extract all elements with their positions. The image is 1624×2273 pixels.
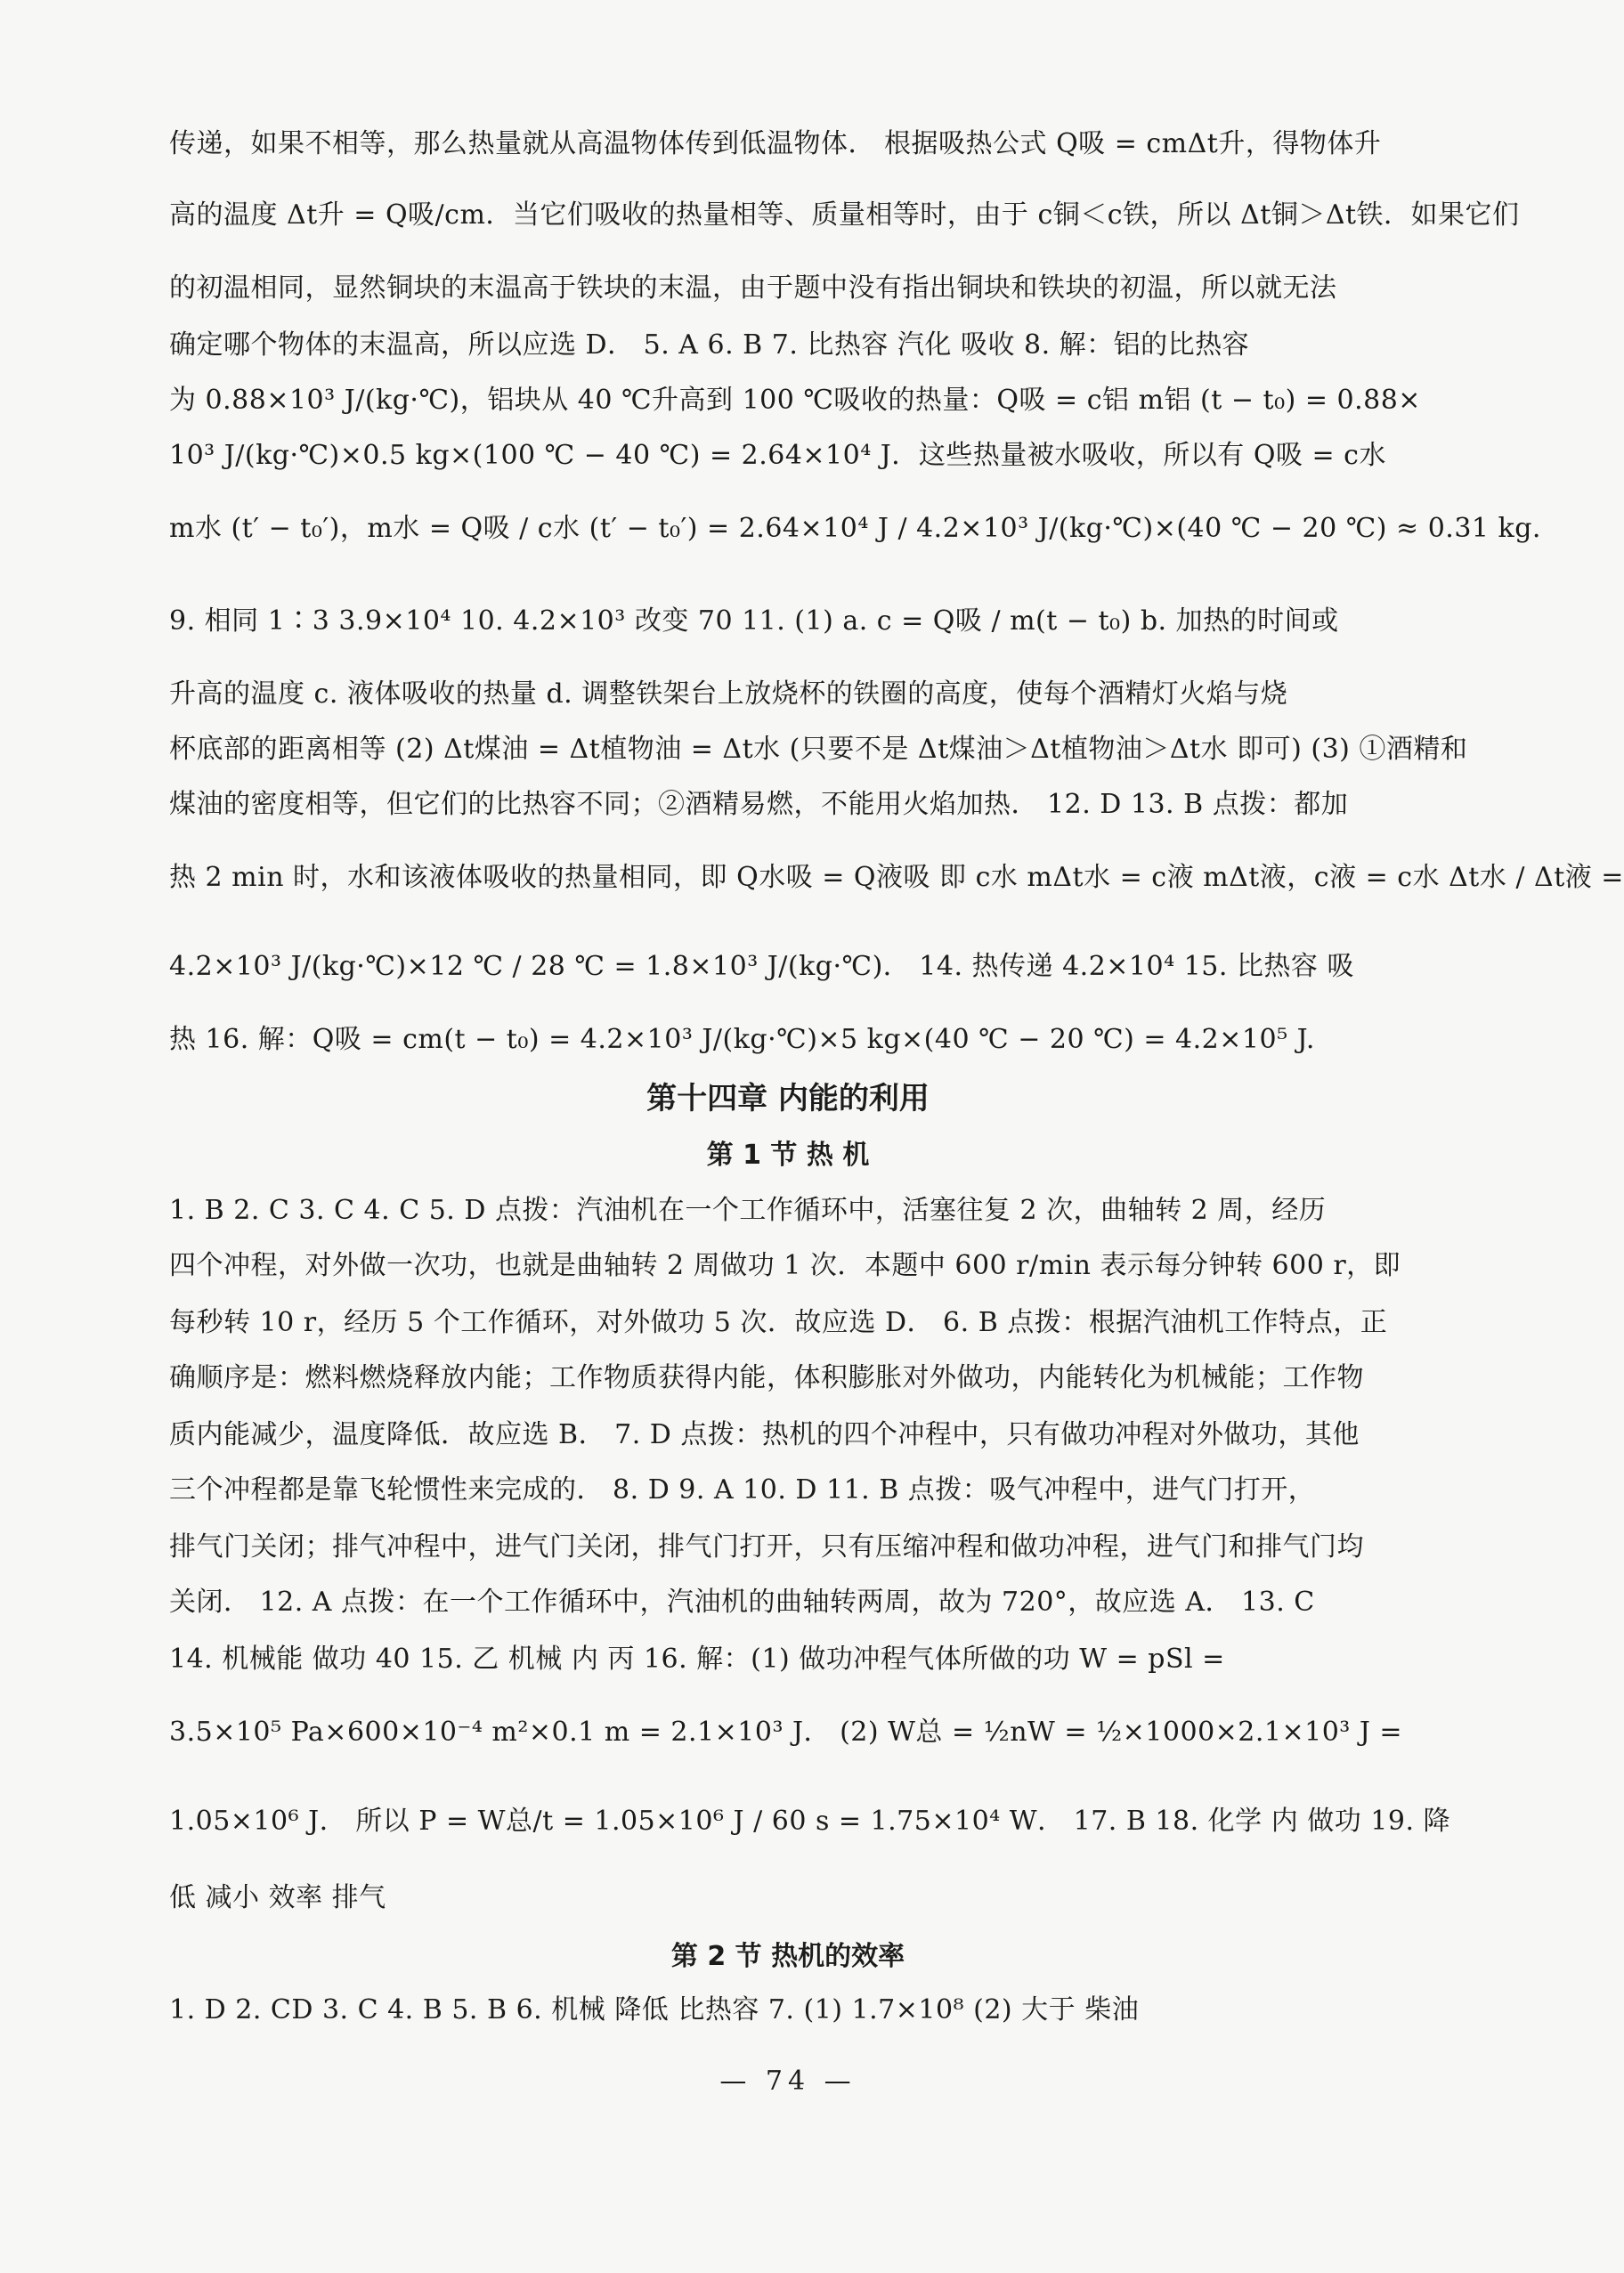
text-line: 升高的温度 c. 液体吸收的热量 d. 调整铁架台上放烧杯的铁圈的高度，使每个酒精灯火焰与烧 [169, 678, 1288, 710]
text-line: 1.05×10⁶ J． 所以 P = W总/t = 1.05×10⁶ J / 60 s = 1.75×10⁴ W． 17. B 18. 化学 内 做功 19. 降 [169, 1806, 1451, 1837]
page-number: — 74 — [719, 2066, 857, 2097]
text-line: 14. 机械能 做功 40 15. 乙 机械 内 丙 16. 解：(1) 做功冲程气体所做的功 W = pSl = [169, 1644, 1225, 1675]
text-line: 1. B 2. C 3. C 4. C 5. D 点拨：汽油机在一个工作循环中，活塞往复 2 次，曲轴转 2 周，经历 [169, 1195, 1327, 1226]
text-line: 热 2 min 时，水和该液体吸收的热量相同，即 Q水吸 = Q液吸 即 c水 mΔt水 = c液 mΔt液，c液 = c水 Δt水 / Δt液 = [169, 862, 1624, 893]
text-line: 高的温度 Δt升 = Q吸/cm．当它们吸收的热量相等、质量相等时，由于 c铜＜c铁，所以 Δt铜＞Δt铁．如果它们 [169, 199, 1520, 231]
text-line: 的初温相同，显然铜块的末温高于铁块的末温，由于题中没有指出铜块和铁块的初温，所以就无法 [169, 272, 1337, 304]
text-line: 10³ J/(kg·℃)×0.5 kg×(100 ℃ − 40 ℃) = 2.64×10⁴ J．这些热量被水吸收，所以有 Q吸 = c水 [169, 440, 1386, 471]
text-line: 9. 相同 1∶3 3.9×10⁴ 10. 4.2×10³ 改变 70 11. (1) a. c = Q吸 / m(t − t₀) b. 加热的时间或 [169, 605, 1339, 637]
text-line: 确定哪个物体的末温高，所以应选 D． 5. A 6. B 7. 比热容 汽化 吸收 8. 解：铝的比热容 [169, 329, 1250, 361]
text-line: 杯底部的距离相等 (2) Δt煤油 = Δt植物油 = Δt水 (只要不是 Δt煤油＞Δt植物油＞Δt水 即可) (3) ①酒精和 [169, 734, 1468, 765]
text-line: 排气门关闭；排气冲程中，进气门关闭，排气门打开，只有压缩冲程和做功冲程，进气门和排气门均 [169, 1531, 1364, 1563]
text-line: 为 0.88×10³ J/(kg·℃)，铝块从 40 ℃升高到 100 ℃吸收的热量：Q吸 = c铝 m铝 (t − t₀) = 0.88× [169, 385, 1421, 416]
section-title: 第 1 节 热 机 [706, 1140, 870, 1171]
text-line: 三个冲程都是靠飞轮惯性来完成的． 8. D 9. A 10. D 11. B 点拨：吸气冲程中，进气门打开， [169, 1474, 1316, 1506]
text-line: 每秒转 10 r，经历 5 个工作循环，对外做功 5 次．故应选 D． 6. B 点拨：根据汽油机工作特点，正 [169, 1307, 1388, 1338]
text-line: 确顺序是：燃料燃烧释放内能；工作物质获得内能，体积膨胀对外做功，内能转化为机械能；工作物 [169, 1362, 1364, 1393]
text-line: 4.2×10³ J/(kg·℃)×12 ℃ / 28 ℃ = 1.8×10³ J/(kg·℃)． 14. 热传递 4.2×10⁴ 15. 比热容 吸 [169, 951, 1354, 982]
text-line: 低 减小 效率 排气 [169, 1882, 386, 1913]
text-line: 质内能减少，温度降低．故应选 B． 7. D 点拨：热机的四个冲程中，只有做功冲程对外做功，其他 [169, 1419, 1360, 1450]
section-title: 第 2 节 热机的效率 [670, 1941, 905, 1972]
text-line: 煤油的密度相等，但它们的比热容不同；②酒精易燃，不能用火焰加热． 12. D 13. B 点拨：都加 [169, 789, 1349, 820]
text-line: 传递，如果不相等，那么热量就从高温物体传到低温物体． 根据吸热公式 Q吸 = cmΔt升，得物体升 [169, 128, 1382, 159]
text-line: 关闭． 12. A 点拨：在一个工作循环中，汽油机的曲轴转两周，故为 720°，故应选 A． 13. C [169, 1587, 1315, 1618]
text-line: 热 16. 解：Q吸 = cm(t − t₀) = 4.2×10³ J/(kg·℃)×5 kg×(40 ℃ − 20 ℃) = 4.2×10⁵ J. [169, 1024, 1315, 1055]
text-line: 四个冲程，对外做一次功，也就是曲轴转 2 周做功 1 次．本题中 600 r/min 表示每分钟转 600 r，即 [169, 1250, 1401, 1281]
text-line: 3.5×10⁵ Pa×600×10⁻⁴ m²×0.1 m = 2.1×10³ J． (2) W总 = ½nW = ½×1000×2.1×10³ J = [169, 1717, 1403, 1748]
chapter-title: 第十四章 内能的利用 [646, 1081, 930, 1116]
text-line: 1. D 2. CD 3. C 4. B 5. B 6. 机械 降低 比热容 7. (1) 1.7×10⁸ (2) 大于 柴油 [169, 1994, 1140, 2025]
text-line: m水 (t′ − t₀′)，m水 = Q吸 / c水 (t′ − t₀′) = 2.64×10⁴ J / 4.2×10³ J/(kg·℃)×(40 ℃ − 20 ℃) ≈ 0.31 kg. [169, 513, 1541, 544]
